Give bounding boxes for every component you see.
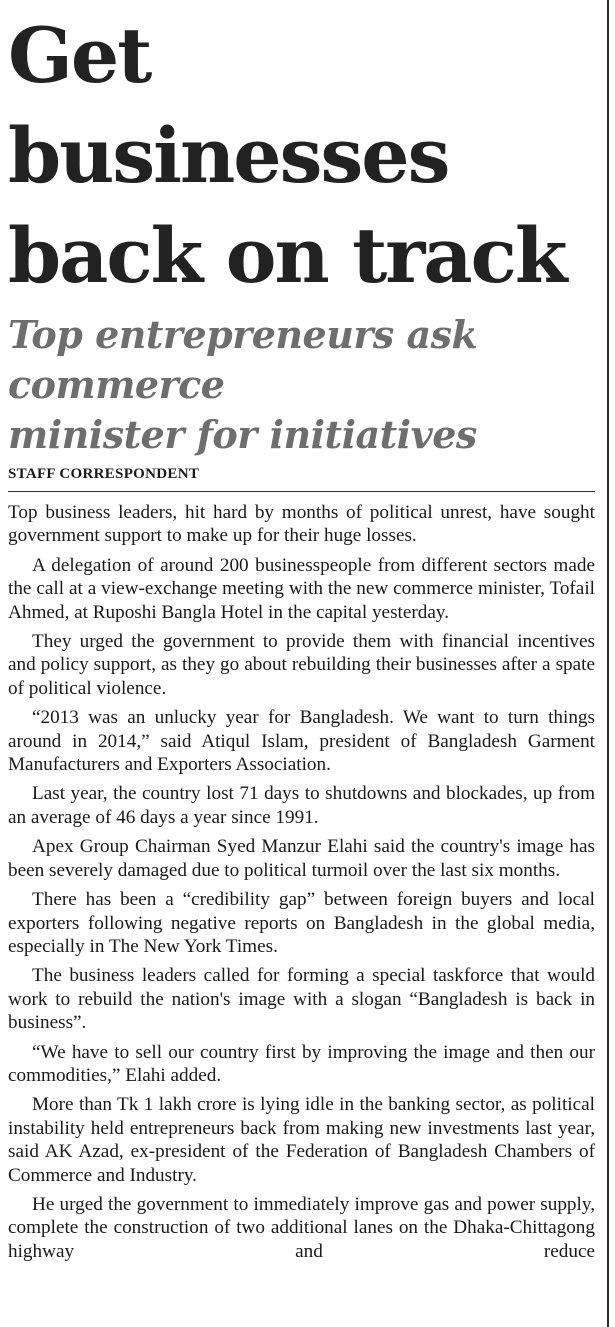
column-divider [607, 0, 609, 1327]
subheadline [8, 310, 595, 460]
headline-line: back on track [8, 211, 566, 300]
paragraph: The business leaders called for forming a special taskforce that would work to rebuild the nation's image with a slogan “Bangladesh is back in business”. [8, 965, 595, 1034]
headline-line: Get businesses [8, 11, 449, 200]
paragraph: Apex Group Chairman Syed Manzur Elahi said the country's image has been severely damaged due to political turmoil over the last six months. [8, 836, 595, 881]
paragraph: They urged the government to provide them with financial incentives and policy support, as they go about rebuilding their businesses after a spate of political violence. [8, 631, 595, 699]
paragraph: Top business leaders, hit hard by months of political unrest, have sought government support to make up for their huge losses. [8, 502, 595, 547]
subheadline-line: Top entrepreneurs ask commerce [8, 312, 478, 407]
byline: STAFF CORRESPONDENT [8, 466, 595, 492]
headline [8, 6, 595, 306]
paragraph: There has been a “credibility gap” between foreign buyers and local exporters following negative reports on Bangladesh in the global media, especially in The New York Times. [8, 889, 595, 957]
paragraph: A delegation of around 200 businesspeople from different sectors made the call at a view-exchange meeting with the new commerce minister, Tofail Ahmed, at Ruposhi Bangla Hotel in the capital yesterday. [8, 554, 595, 623]
paragraph: Last year, the country lost 71 days to shutdowns and blockades, up from an average of 46 days a year since 1991. [8, 783, 595, 828]
paragraph: “2013 was an unlucky year for Bangladesh. We want to turn things around in 2014,” said Atiqul Islam, president of Bangladesh Garment Manufacturers and Exporters Association. [8, 707, 595, 776]
subheadline-line: minister for initiatives [8, 412, 477, 457]
paragraph: “We have to sell our country first by improving the image and then our commodities,” Elahi added. [8, 1041, 595, 1086]
paragraph: More than Tk 1 lakh crore is lying idle in the banking sector, as political instability held entrepreneurs back from making new investments last year, said AK Azad, ex-president of the Federation of Bangladesh Chambers of Commerce and Industry. [8, 1094, 595, 1186]
article-body [8, 501, 595, 1263]
paragraph: He urged the government to immediately improve gas and power supply, complete the construction of two additional lanes on the Dhaka-Chittagong highway and reduce [8, 1193, 595, 1262]
